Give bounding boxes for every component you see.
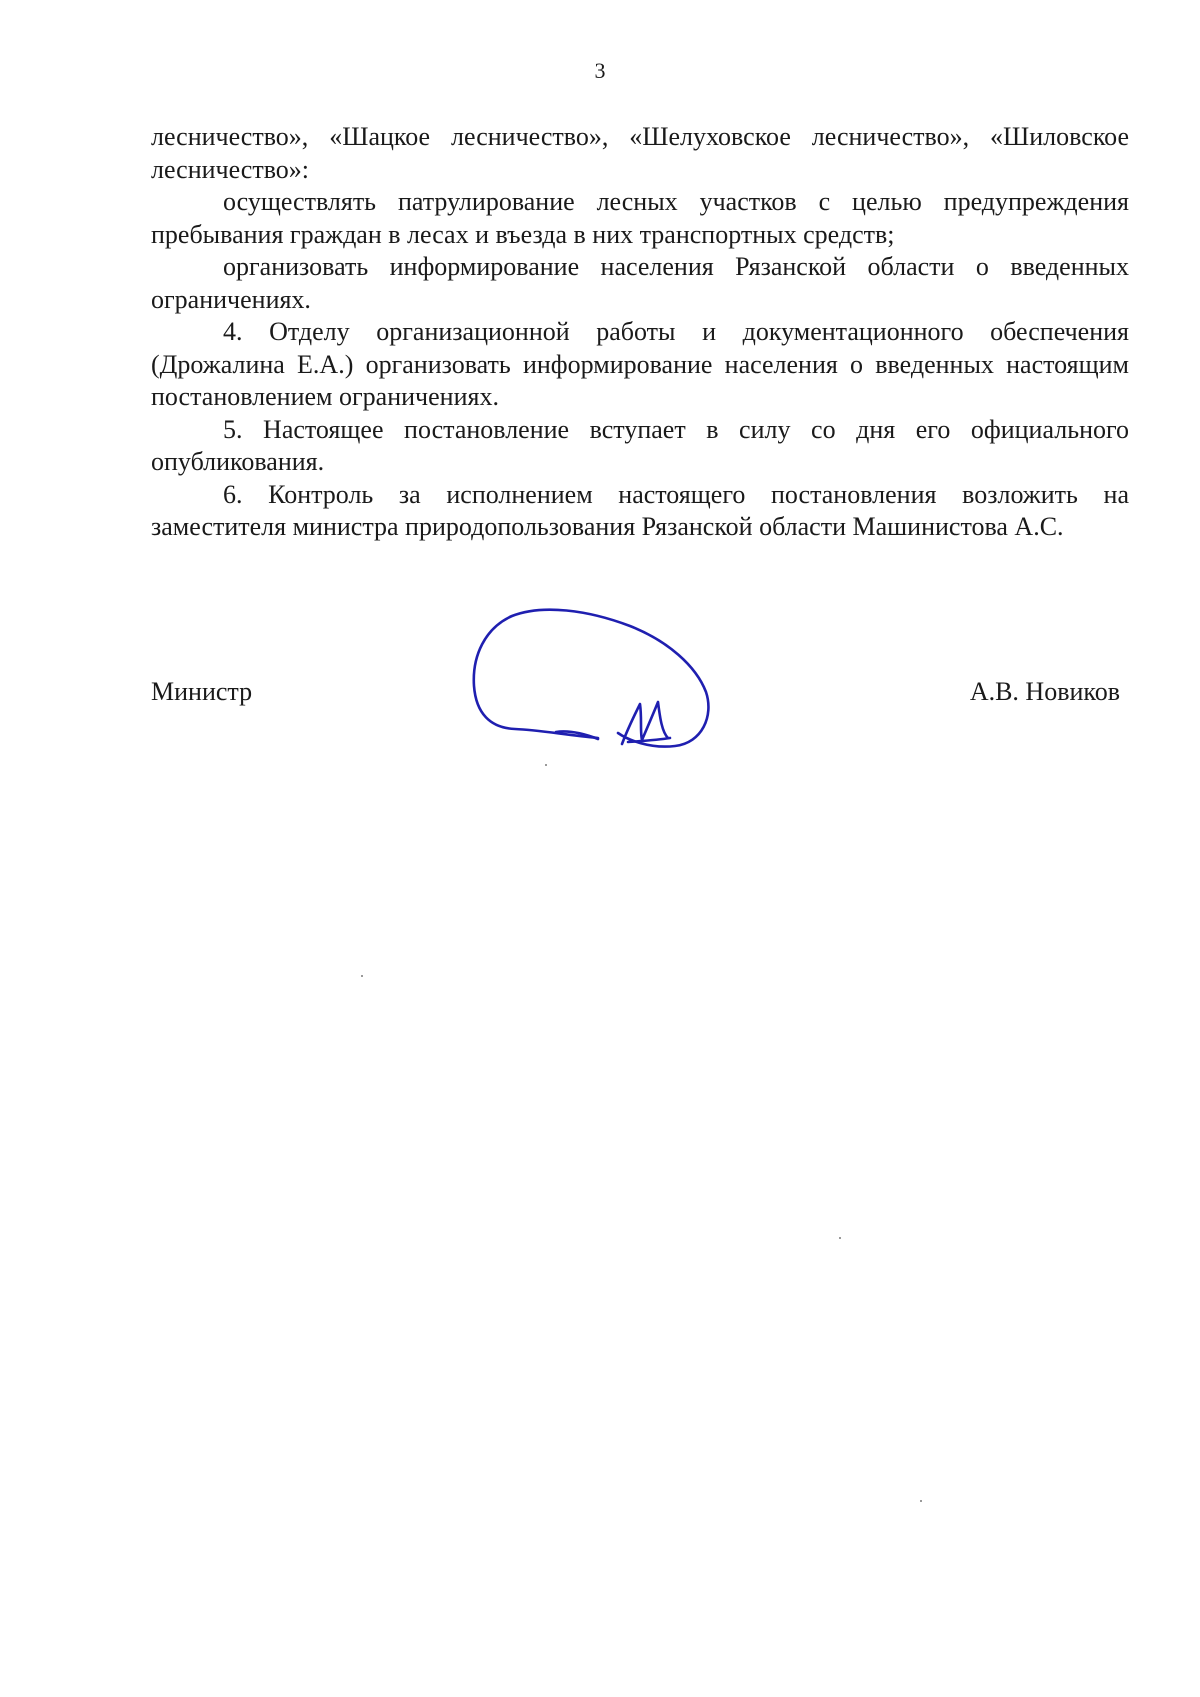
paragraph-patrol: осуществлять патрулирование лесных участков с целью предупреждения пребывания граждан в лесах и въезда в них транспортных средств; bbox=[151, 187, 1129, 249]
page-number: 3 bbox=[594, 58, 606, 83]
scan-speck bbox=[361, 975, 363, 977]
signer-title: Министр bbox=[151, 677, 253, 706]
scan-speck bbox=[920, 1500, 922, 1502]
signer-name: А.В. Новиков bbox=[969, 677, 1120, 706]
paragraph-item-5: 5. Настоящее постановление вступает в силу со дня его официального опубликования. bbox=[151, 414, 1129, 476]
scan-speck bbox=[839, 1237, 841, 1239]
paragraph-forestries-list: лесничество», «Шацкое лесничество», «Шелуховское лесничество», «Шиловское лесничество»: bbox=[151, 122, 1129, 184]
paragraph-inform-population: организовать информирование населения Рязанской области о введенных ограничениях. bbox=[151, 252, 1129, 314]
document-body bbox=[151, 121, 1129, 544]
scan-speck bbox=[545, 764, 547, 766]
handwritten-signature bbox=[470, 608, 720, 758]
paragraph-item-4: 4. Отделу организационной работы и документационного обеспечения (Дрожалина Е.А.) организовать информирование населения о введенных настоящим постановлением ограничениях. bbox=[151, 317, 1129, 411]
paragraph-item-6: 6. Контроль за исполнением настоящего постановления возложить на заместителя министра природопользования Рязанской области Машинистова А.С. bbox=[151, 479, 1129, 541]
